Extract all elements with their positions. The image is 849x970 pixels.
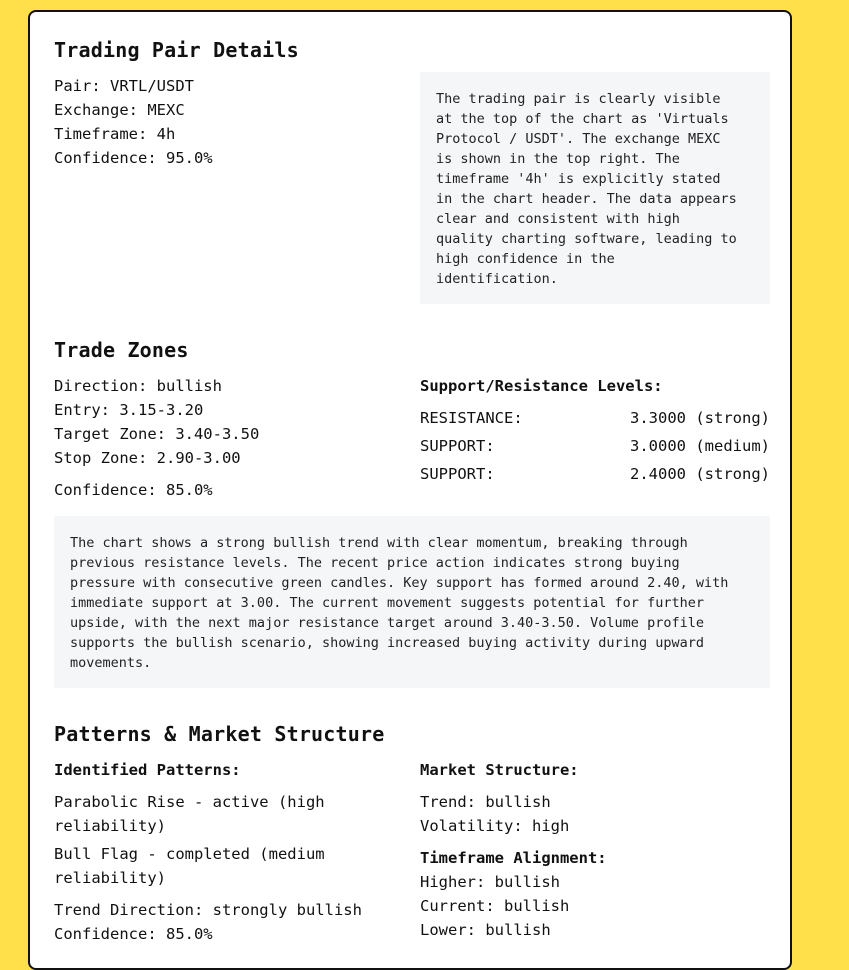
pair-value: Pair: VRTL/USDT [54,77,194,95]
volatility-value: Volatility: high [420,817,570,835]
levels-heading: Support/Resistance Levels: [420,377,663,395]
pair-reasoning-note: The trading pair is clearly visible at the top of the chart as 'Virtuals Protocol / USDT'. The exchange MEXC is shown in the top right. The timeframe '4h' is explicitly stated in the chart header. The data appears clear and consistent with high quality charting software, leading to high confidence in the identification. [420,72,770,304]
level-type: SUPPORT: [420,437,495,455]
timeframe-value: Timeframe: 4h [54,125,176,143]
stop-zone-value: Stop Zone: 2.90-3.00 [54,449,241,467]
level-value: 3.3000 (strong) [630,409,770,427]
level-type: SUPPORT: [420,465,495,483]
exchange-value: Exchange: MEXC [54,101,185,119]
trade-zones-confidence: Confidence: 85.0% [54,481,213,499]
level-value: 2.4000 (strong) [630,465,770,483]
analysis-card [28,10,792,970]
section-title-trade-zones: Trade Zones [54,338,189,362]
direction-value: Direction: bullish [54,377,222,395]
trade-zones-reasoning-note: The chart shows a strong bullish trend with clear momentum, breaking through previous resistance levels. The recent price action indicates strong buying pressure with consecutive green candles. Key support has formed around 2.40, with immediate support at 3.00. The current movement suggests potential for further upside, with the next major resistance target around 3.40-3.50. Volume profile supports the bullish scenario, showing increased buying activity during upward movements. [54,516,770,688]
pattern-item: Parabolic Rise - active (high reliability) [54,793,325,835]
higher-timeframe-value: Higher: bullish [420,873,560,891]
market-structure-heading: Market Structure: [420,761,579,779]
trend-value: Trend: bullish [420,793,551,811]
entry-value: Entry: 3.15-3.20 [54,401,204,419]
section-title-patterns: Patterns & Market Structure [54,722,385,746]
pattern-item: Bull Flag - completed (medium reliability) [54,845,325,887]
section-title-pair-details: Trading Pair Details [54,38,299,62]
level-type: RESISTANCE: [420,409,523,427]
identified-patterns-heading: Identified Patterns: [54,761,241,779]
lower-timeframe-value: Lower: bullish [420,921,551,939]
target-zone-value: Target Zone: 3.40-3.50 [54,425,260,443]
timeframe-alignment-heading: Timeframe Alignment: [420,849,607,867]
trend-direction-value: Trend Direction: strongly bullish [54,901,362,919]
level-value: 3.0000 (medium) [630,437,770,455]
patterns-confidence: Confidence: 85.0% [54,925,213,943]
pair-confidence: Confidence: 95.0% [54,149,213,167]
current-timeframe-value: Current: bullish [420,897,570,915]
